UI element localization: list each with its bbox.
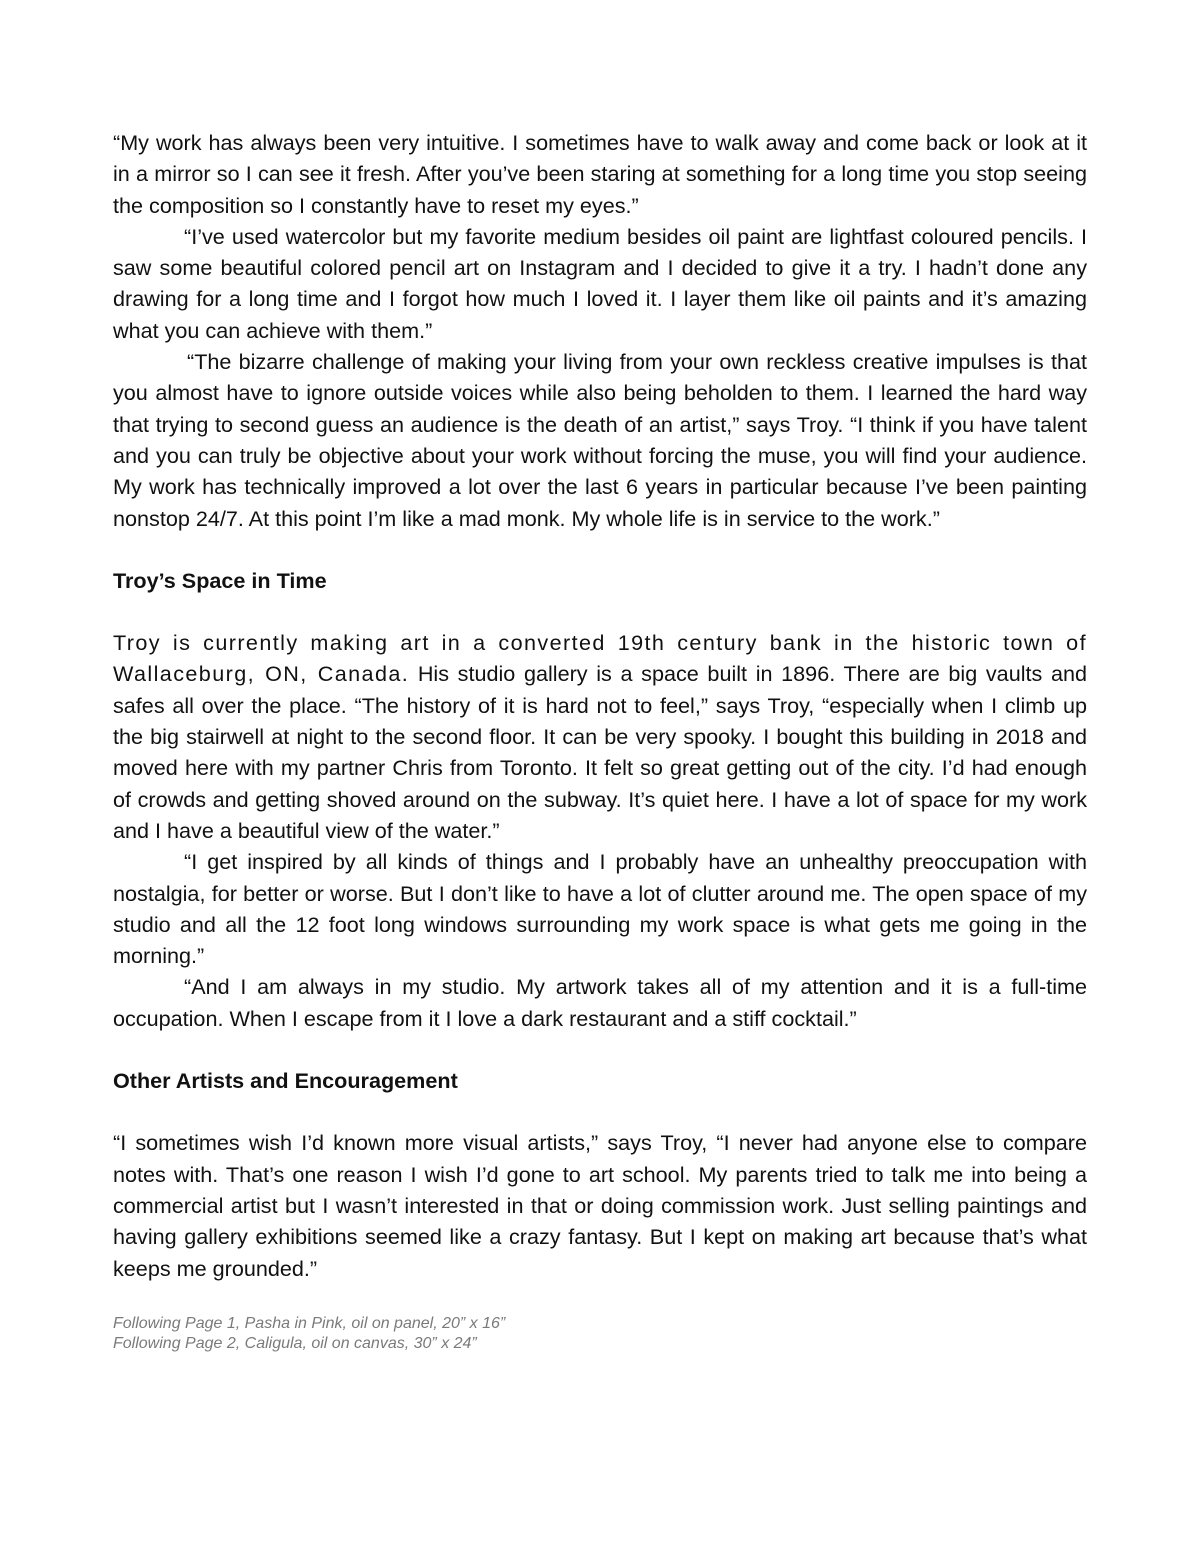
lead-text: Troy is currently making art in a converted 19th century bank in the historic town of Wallaceburg, ON, Canada. xyxy=(113,630,1087,687)
document-page xyxy=(113,127,1087,1354)
image-captions xyxy=(113,1314,1087,1354)
body-paragraph: “My work has always been very intuitive. I sometimes have to walk away and come back or look at it in a mirror so I can see it fresh. After you’ve been staring at something for a long time you stop seeing the composition so I constantly have to reset my eyes.” xyxy=(113,130,1087,218)
body-paragraph: “I get inspired by all kinds of things and I probably have an unhealthy preoccupation with nostalgia, for better or worse. But I don’t like to have a lot of clutter around me. The open space of my studio and all the 12 foot long windows surrounding my work space is what gets me going in the morning.” xyxy=(113,849,1087,969)
body-paragraph: “The bizarre challenge of making your living from your own reckless creative impulses is that you almost have to ignore outside voices while also being beholden to them. I learned the hard way that trying to second guess an audience is the death of an artist,” says Troy. “I think if you have talent and you can truly be objective about your work without forcing the muse, you will find your audience. My work has technically improved a lot over the last 6 years in particular because I’ve been painting nonstop 24/7. At this point I’m like a mad monk. My whole life is in service to the work.” xyxy=(113,349,1087,531)
paragraph-text: His studio gallery is a space built in 1896. There are big vaults and safes all over the place. “The history of it is hard not to feel,” says Troy, “especially when I climb up the big stairwell at night to the second floor. It can be very spooky. I bought this building in 2018 and moved here with my partner Chris from Toronto. It felt so great getting out of the city. I’d had enough of crowds and getting shoved around on the subway. It’s quiet here. I have a lot of space for my work and I have a beautiful view of the water.” xyxy=(113,661,1087,843)
section-heading: Troy’s Space in Time xyxy=(113,567,327,593)
body-paragraph xyxy=(113,627,1087,846)
caption-line: Following Page 1, Pasha in Pink, oil on panel, 20” x 16” xyxy=(113,1314,506,1332)
body-paragraph: “And I am always in my studio. My artwork takes all of my attention and it is a full-time occupation. When I escape from it I love a dark restaurant and a stiff cocktail.” xyxy=(113,974,1087,1031)
caption-line: Following Page 2, Caligula, oil on canvas, 30” x 24” xyxy=(113,1334,477,1352)
body-paragraph: “I sometimes wish I’d known more visual artists,” says Troy, “I never had anyone else to compare notes with. That’s one reason I wish I’d gone to art school. My parents tried to talk me into being a commercial artist but I wasn’t interested in that or doing commission work. Just selling paintings and having gallery exhibitions seemed like a crazy fantasy. But I kept on making art because that’s what keeps me grounded.” xyxy=(113,1130,1087,1281)
body-paragraph: “I’ve used watercolor but my favorite medium besides oil paint are lightfast coloured pencils. I saw some beautiful colored pencil art on Instagram and I decided to give it a try. I hadn’t done any drawing for a long time and I forgot how much I loved it. I layer them like oil paints and it’s amazing what you can achieve with them.” xyxy=(113,223,1087,343)
section-heading: Other Artists and Encouragement xyxy=(113,1068,458,1094)
